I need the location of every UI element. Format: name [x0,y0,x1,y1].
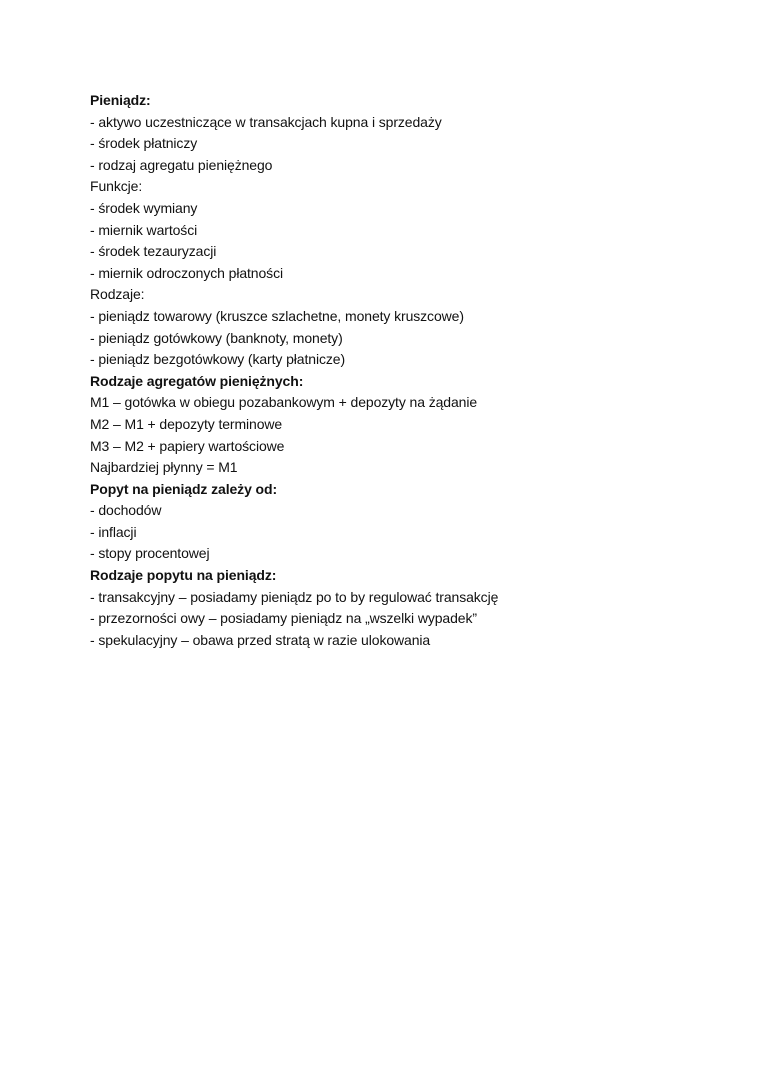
list-item: - pieniądz bezgotówkowy (karty płatnicze) [90,351,346,368]
heading-pieniadz: Pieniądz: [90,92,151,108]
heading-popyt-zalezy: Popyt na pieniądz zależy od: [90,480,278,497]
list-item: - środek tezauryzacji [90,243,217,260]
list-item: M1 – gotówka w obiegu pozabankowym + depozyty na żądanie [90,394,478,411]
list-item: - środek wymiany [90,199,198,216]
list-item: - inflacji [90,523,137,540]
list-item: - dochodów [90,502,162,519]
list-item: M3 – M2 + papiery wartościowe [90,437,285,454]
list-item: - pieniądz towarowy (kruszce szlachetne, monety kruszcowe) [90,307,464,324]
list-item: - przezorności owy – posiadamy pieniądz na „wszelki wypadek” [90,610,477,627]
list-item: - miernik odroczonych płatności [90,264,283,281]
heading-rodzaje-agregatow: Rodzaje agregatów pieniężnych: [90,372,304,389]
list-item: - środek płatniczy [90,135,198,152]
list-item: - spekulacyjny – obawa przed stratą w razie ulokowania [90,631,431,648]
list-item: - pieniądz gotówkowy (banknoty, monety) [90,329,343,346]
list-item: - rodzaj agregatu pieniężnego [90,156,273,173]
heading-rodzaje-popytu: Rodzaje popytu na pieniądz: [90,567,277,584]
list-item: - stopy procentowej [90,545,210,562]
list-item: M2 – M1 + depozyty terminowe [90,415,283,432]
list-item: Najbardziej płynny = M1 [90,459,238,476]
list-item: - aktywo uczestniczące w transakcjach kupna i sprzedaży [90,113,442,130]
document-body [90,90,710,651]
list-item: - transakcyjny – posiadamy pieniądz po to by regulować transakcję [90,588,499,605]
subheading-funkcje: Funkcje: [90,178,143,195]
list-item: - miernik wartości [90,221,198,238]
subheading-rodzaje: Rodzaje: [90,286,145,303]
